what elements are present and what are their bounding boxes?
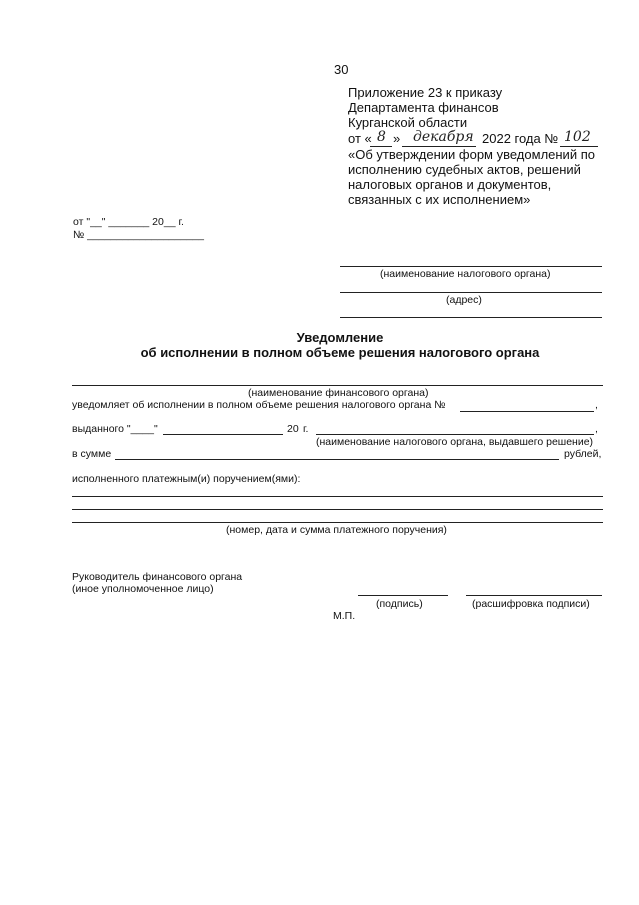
- payment-caption: (номер, дата и сумма платежного поручения): [226, 524, 447, 536]
- document-subtitle: об исполнении в полном объеме решения налогового органа: [140, 345, 540, 360]
- comma: ,: [595, 399, 598, 411]
- payment-line-3: [72, 522, 603, 523]
- order-date-day: 8: [377, 129, 386, 145]
- document-title: Уведомление: [296, 330, 384, 345]
- sum-text: в сумме: [72, 448, 112, 460]
- issuer-caption: (наименование налогового органа, выдавшего решение): [316, 436, 594, 448]
- order-number: 102: [564, 129, 591, 145]
- executed-text: исполненного платежным(и) поручением(ями):: [72, 473, 301, 485]
- appendix-line: Курганской области: [348, 115, 468, 130]
- issued-text: выданного "____": [72, 423, 158, 435]
- fin-body-caption: (наименование финансового органа): [248, 387, 429, 399]
- head-subtitle: (иное уполномоченное лицо): [72, 583, 214, 595]
- address-caption: (адрес): [446, 294, 482, 306]
- order-date-prefix: от «: [348, 131, 372, 146]
- appendix-subject-line: связанных с их исполнением»: [348, 192, 531, 207]
- outgoing-number: № ____________________: [73, 229, 204, 241]
- year-text: 20: [287, 423, 299, 435]
- decode-caption: (расшифровка подписи): [472, 598, 590, 610]
- decision-number-line: [460, 411, 594, 412]
- order-date-mid: »: [393, 131, 401, 146]
- year-g-text: г.: [303, 423, 309, 435]
- appendix-line: Департамента финансов: [348, 100, 499, 115]
- tax-authority-caption: (наименование налогового органа): [380, 268, 551, 280]
- payment-line-2: [72, 509, 603, 510]
- appendix-subject-line: налоговых органов и документов,: [348, 177, 552, 192]
- stamp-place: М.П.: [333, 610, 356, 622]
- issued-date-line: [163, 434, 283, 435]
- comma-2: ,: [595, 423, 598, 435]
- signature-line: [358, 595, 448, 596]
- address-line-2: [340, 317, 602, 318]
- appendix-line: Приложение 23 к приказу: [348, 85, 503, 100]
- signature-caption: (подпись): [376, 598, 423, 610]
- page-number: 30: [334, 62, 349, 77]
- order-date-month: декабря: [413, 129, 474, 145]
- tax-authority-line: [340, 266, 602, 267]
- notifies-text: уведомляет об исполнении в полном объеме решения налогового органа №: [72, 399, 446, 411]
- order-year-text: 2022 года №: [482, 131, 559, 146]
- rubles-text: рублей,: [564, 448, 602, 460]
- issuer-line: [316, 434, 594, 435]
- payment-line-1: [72, 496, 603, 497]
- appendix-subject-line: «Об утверждении форм уведомлений по: [348, 147, 595, 162]
- outgoing-date: от "__" _______ 20__ г.: [73, 216, 184, 228]
- sum-line: [115, 459, 559, 460]
- fin-body-line: [72, 385, 603, 386]
- appendix-subject-line: исполнению судебных актов, решений: [348, 162, 581, 177]
- head-title: Руководитель финансового органа: [72, 571, 243, 583]
- address-line: [340, 292, 602, 293]
- decode-line: [466, 595, 602, 596]
